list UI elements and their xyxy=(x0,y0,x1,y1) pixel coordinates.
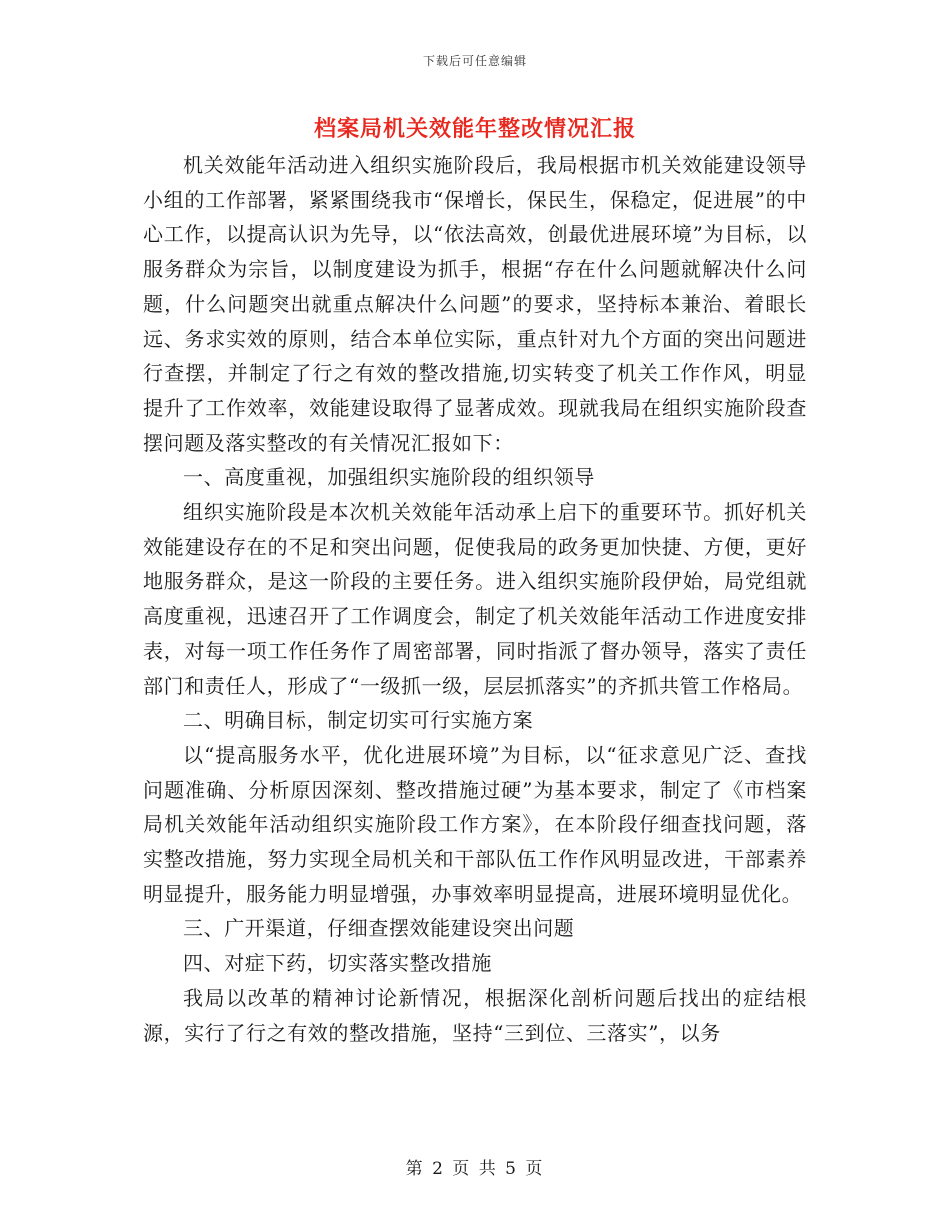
section-heading-2: 二、明确目标，制定切实可行实施方案 xyxy=(183,708,534,733)
section-heading-1: 一、高度重视，加强组织实施阶段的组织领导 xyxy=(183,465,595,490)
header-note: 下载后可任意编辑 xyxy=(422,54,527,68)
intro-paragraph: 机关效能年活动进入组织实施阶段后，我局根据市机关效能建设领导小组的工作部署，紧紧围绕我市“保增长，保民生，保稳定，促进展”的中心工作，以提高认识为先导，以“依法高效，创最优进展环境”为目标，以服务群众为宗旨，以制度建设为抓手，根据“存在什么问题就解决什么问题，什么问题突出就重点解决什么问题”的要求，坚持标本兼治、着眼长远、务求实效的原则，结合本单位实际，重点针对九个方面的突出问题进行查摆，并制定了行之有效的整改措施,切实转变了机关工作作风，明显提升了工作效率，效能建设取得了显著成效。现就我局在组织实施阶段查摆问题及落实整改的有关情况汇报如下： xyxy=(143,153,807,455)
section-2-paragraph: 以“提高服务水平，优化进展环境”为目标，以“征求意见广泛、查找问题准确、分析原因深刻、整改措施过硬”为基本要求，制定了《市档案局机关效能年活动组织实施阶段工作方案》，在本阶段仔细查找问题，落实整改措施，努力实现全局机关和干部队伍工作作风明显改进，干部素养明显提升，服务能力明显增强，办事效率明显提高，进展环境明显优化。 xyxy=(143,742,807,906)
page-number: 第 2 页 共 5 页 xyxy=(405,1159,545,1179)
section-heading-4: 四、对症下药，切实落实整改措施 xyxy=(183,951,492,976)
document-title: 档案局机关效能年整改情况汇报 xyxy=(313,116,636,142)
section-4-paragraph: 我局以改革的精神讨论新情况，根据深化剖析问题后找出的症结根源，实行了行之有效的整改措施，坚持“三到位、三落实”，以务 xyxy=(143,985,807,1045)
document-body xyxy=(143,148,807,1050)
section-1-paragraph: 组织实施阶段是本次机关效能年活动承上启下的重要环节。抓好机关效能建设存在的不足和突出问题，促使我局的政务更加快捷、方便，更好地服务群众，是这一阶段的主要任务。进入组织实施阶段伊始，局党组就高度重视，迅速召开了工作调度会，制定了机关效能年活动工作进度安排表，对每一项工作任务作了周密部署，同时指派了督办领导，落实了责任部门和责任人，形成了“一级抓一级，层层抓落实”的齐抓共管工作格局。 xyxy=(143,500,807,698)
section-heading-3: 三、广开渠道，仔细查摆效能建设突出问题 xyxy=(183,916,575,941)
